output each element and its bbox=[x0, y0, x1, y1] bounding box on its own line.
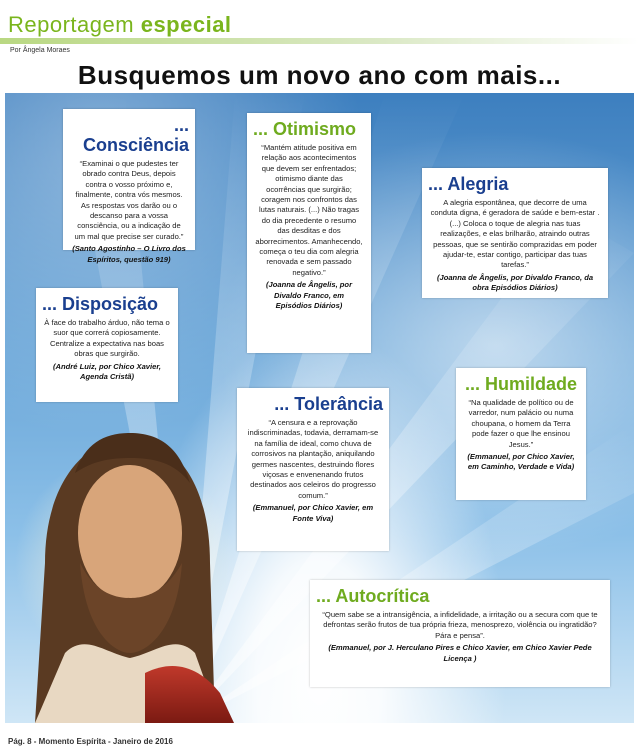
card-title: ... Tolerância bbox=[274, 394, 383, 414]
byline: Por Ângela Moraes bbox=[10, 47, 70, 54]
card-title: ... Consciência bbox=[82, 115, 189, 155]
section-rule bbox=[0, 38, 639, 44]
card-humildade bbox=[456, 368, 586, 500]
card-citation: (Joanna de Ângelis, por Divaldo Franco, em Episódios Diários) bbox=[265, 280, 353, 311]
card-tolerancia bbox=[237, 388, 389, 551]
card-body: “Quem sabe se a intransigência, a infidelidade, a irritação ou a secura com que te defrontas serão frutos de tua própria frieza, menosprezo, violência ou ingratidão? Pára e pensa”. bbox=[322, 610, 598, 640]
card-otimismo bbox=[247, 113, 371, 353]
card-title: ... Humildade bbox=[464, 374, 578, 394]
card-title: ... Alegria bbox=[428, 174, 509, 194]
card-consciencia bbox=[63, 109, 195, 264]
page-title: Busquemos um novo ano com mais... bbox=[77, 60, 562, 90]
card-autocritica bbox=[310, 580, 610, 687]
card-disposicao bbox=[36, 288, 178, 402]
section-header bbox=[0, 0, 639, 60]
card-body: “A censura e a reprovação indiscriminadas, todavia, derramam-se na família de ideal, como chuva de corrosivos na plantação, aniquilando germes nascentes, destruindo flores viçosas e envenenando frutos destinados aos celeiros do progresso comum.” bbox=[247, 418, 379, 500]
card-title: ... Disposição bbox=[42, 294, 159, 314]
card-title: ... Autocrítica bbox=[316, 586, 430, 606]
card-title: ... Otimismo bbox=[253, 119, 357, 139]
section-title bbox=[8, 12, 232, 38]
card-alegria bbox=[422, 168, 608, 298]
card-citation: (André Luiz, por Chico Xavier, Agenda Cristã) bbox=[52, 361, 162, 382]
hero-image bbox=[5, 93, 634, 723]
card-citation: (Emmanuel, por Chico Xavier, em Caminho, Verdade e Vida) bbox=[467, 452, 575, 472]
section-title-bold: especial bbox=[140, 12, 232, 37]
card-body: “Examinai o que pudestes ter obrado contra Deus, depois contra o vosso próximo e, finalmente, contra vós mesmos. As respostas vos darão ou o descanso para a vossa consciência, ou a indicação de um mal que precise ser curado.” bbox=[74, 159, 184, 241]
card-citation: (Emmanuel, por Chico Xavier, em Fonte Viva) bbox=[252, 503, 374, 523]
card-citation: (Santo Agostinho – O Livro dos Espíritos, questão 919) bbox=[72, 244, 186, 264]
card-body: A alegria espontânea, que decorre de uma conduta digna, é geradora de saúde e bem-estar . (...) Coloca o toque de alegria nas tuas realizações, e elas brilharão, atraindo outras pessoas, que se sentirão comprazidas em poder ajudar-te, estar contigo, participar das tuas tarefas.” bbox=[430, 198, 600, 270]
card-citation: (Joanna de Ângelis, por Divaldo Franco, da obra Episódios Diários) bbox=[436, 272, 594, 293]
page-footer: Pág. 8 - Momento Espírita - Janeiro de 2016 bbox=[8, 737, 173, 746]
card-citation: (Emmanuel, por J. Herculano Pires e Chico Xavier, em Chico Xavier Pede Licença ) bbox=[328, 643, 592, 663]
card-body: “Mantém atitude positiva em relação aos acontecimentos que devem ser enfrentados; otimismo diante das ocorrências que surgirão; coragem nos confrontos das lutas naturais. (...) Não tragas do dia precedente o resumo das desditas e dos aborrecimentos. Amanhecendo, começa o teu dia com alegria renovada e sem passado negativo.” bbox=[255, 143, 363, 277]
card-body: À face do trabalho árduo, não tema o suor que correrá copiosamente. Centralize a expectativa nas boas obras que surgirão. bbox=[44, 318, 170, 359]
card-body: “Na qualidade de político ou de varredor, num palácio ou numa choupana, o homem da Terra pode fazer o que lhe ensinou Jesus.” bbox=[468, 398, 574, 449]
section-title-light: Reportagem bbox=[8, 12, 135, 37]
